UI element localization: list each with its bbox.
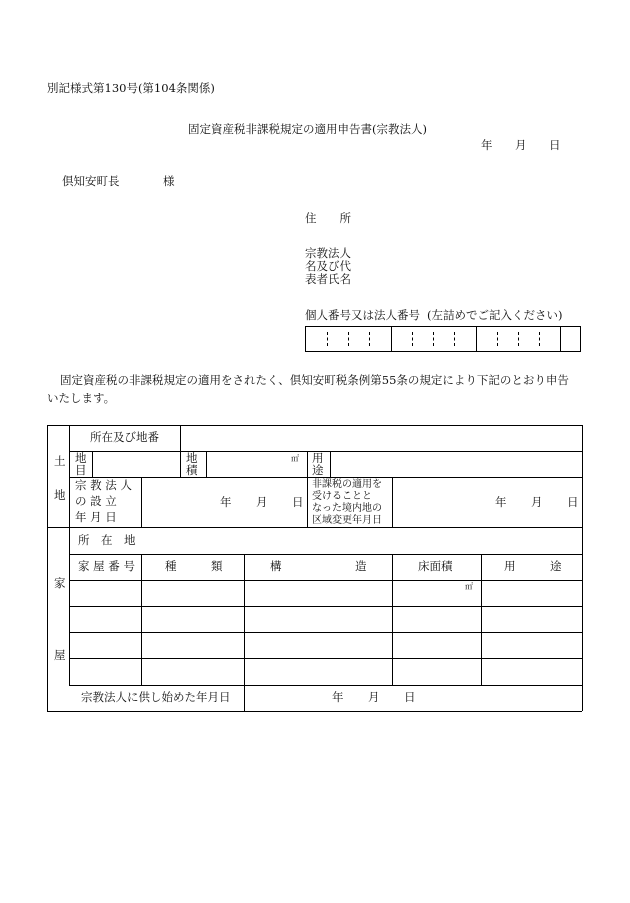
col-line <box>481 554 482 685</box>
house-use-header-1: 用 <box>504 559 516 573</box>
col-line <box>392 477 393 527</box>
house-section-char1: 家 <box>54 576 66 590</box>
col-line <box>141 477 142 527</box>
table-border <box>582 425 583 711</box>
col-line <box>244 554 245 711</box>
floor-area-unit: ㎡ <box>465 582 473 591</box>
change-label-2: 受けることと <box>312 491 372 502</box>
name-label-line3: 表者氏名 <box>305 272 351 286</box>
land-section-char2: 地 <box>54 488 66 502</box>
name-label-line1: 宗教法人 <box>305 246 351 260</box>
est-year: 年 <box>220 495 232 509</box>
est-label-2: の 設 立 <box>75 494 117 508</box>
row-line <box>69 632 582 633</box>
date-year: 年 <box>481 138 493 152</box>
row-line <box>69 451 582 452</box>
number-digit-separator <box>327 332 328 346</box>
chiseki-label-2: 積 <box>186 463 198 477</box>
change-day: 日 <box>567 495 579 509</box>
house-use-header-2: 途 <box>550 559 562 573</box>
number-group-divider <box>391 327 392 351</box>
start-month: 月 <box>368 690 380 704</box>
number-digit-separator <box>433 332 434 346</box>
number-digit-separator <box>348 332 349 346</box>
land-section-char1: 土 <box>54 454 66 468</box>
table-border <box>47 425 582 426</box>
est-day: 日 <box>292 495 304 509</box>
house-struct-header-1: 構 <box>270 559 282 573</box>
number-digit-separator <box>454 332 455 346</box>
section-line <box>47 527 582 528</box>
chiseki-field[interactable] <box>210 455 290 473</box>
table-border <box>47 425 48 711</box>
col-line <box>307 451 308 477</box>
table-border <box>47 711 582 712</box>
change-label-3: なった境内地の <box>312 503 382 514</box>
row-line <box>69 606 582 607</box>
col-line <box>180 425 181 451</box>
land-location-field[interactable] <box>184 432 576 446</box>
row-line <box>69 477 582 478</box>
house-section-char2: 屋 <box>54 648 66 662</box>
change-label-1: 非課税の適用を <box>312 479 382 490</box>
change-month: 月 <box>531 495 543 509</box>
land-area-unit: ㎡ <box>291 454 299 463</box>
name-label-line2: 名及び代 <box>305 259 351 273</box>
chimoku-field[interactable] <box>96 455 176 473</box>
house-number-header: 家 屋 番 号 <box>78 559 135 573</box>
house-kind-header-1: 種 <box>165 559 177 573</box>
chiseki-label-1: 地 <box>186 451 198 465</box>
addressee-name: 倶知安町長 <box>62 174 120 188</box>
land-location-label: 所在及び地番 <box>90 430 159 444</box>
house-location-field[interactable] <box>145 532 577 550</box>
house-kind-header-2: 類 <box>211 559 223 573</box>
land-use-label-2: 途 <box>312 463 324 477</box>
number-digit-separator <box>497 332 498 346</box>
body-text-line2: いたします。 <box>47 391 116 405</box>
row-line <box>69 554 582 555</box>
date-month: 月 <box>515 138 527 152</box>
est-month: 月 <box>256 495 268 509</box>
chimoku-label-1: 地 <box>75 451 87 465</box>
land-use-field[interactable] <box>334 455 578 473</box>
start-year: 年 <box>332 690 344 704</box>
col-line <box>392 554 393 685</box>
est-label-3: 年 月 日 <box>75 510 117 524</box>
section-divider <box>69 425 70 686</box>
number-label: 個人番号又は法人番号 <box>305 308 420 322</box>
form-title: 固定資産税非課税規定の適用申告書(宗教法人) <box>188 122 427 136</box>
number-group-divider <box>476 327 477 351</box>
est-label-1: 宗 教 法 人 <box>75 478 132 492</box>
col-line <box>307 477 308 527</box>
chimoku-label-2: 目 <box>75 463 87 477</box>
start-day: 日 <box>404 690 416 704</box>
col-line <box>206 451 207 477</box>
house-struct-header-2: 造 <box>355 559 367 573</box>
number-digit-separator <box>518 332 519 346</box>
change-label-4: 区域変更年月日 <box>312 515 382 526</box>
number-note: (左詰めでご記入ください) <box>427 308 563 322</box>
col-line <box>92 451 93 477</box>
land-use-label-1: 用 <box>312 451 324 465</box>
number-digit-separator <box>539 332 540 346</box>
change-year: 年 <box>495 495 507 509</box>
col-line <box>141 554 142 685</box>
address-label: 住 所 <box>305 211 351 225</box>
start-date-label: 宗教法人に供し始めた年月日 <box>81 690 231 704</box>
row-line <box>69 685 582 686</box>
date-day: 日 <box>549 138 561 152</box>
individual-number-boxes[interactable] <box>305 326 581 352</box>
number-digit-separator <box>369 332 370 346</box>
house-location-label: 所 在 地 <box>78 533 136 547</box>
col-line <box>180 451 181 477</box>
body-text-line1: 固定資産税の非課税規定の適用をされたく、倶知安町税条例第55条の規定により下記のとおり申告 <box>60 373 569 387</box>
row-line <box>69 658 582 659</box>
house-floor-header: 床面積 <box>418 559 453 573</box>
row-line <box>69 580 582 581</box>
addressee-honorific: 様 <box>163 174 175 188</box>
number-digit-separator <box>412 332 413 346</box>
col-line <box>330 451 331 477</box>
form-number: 別記様式第130号(第104条関係) <box>47 81 215 95</box>
number-group-divider <box>560 327 561 351</box>
